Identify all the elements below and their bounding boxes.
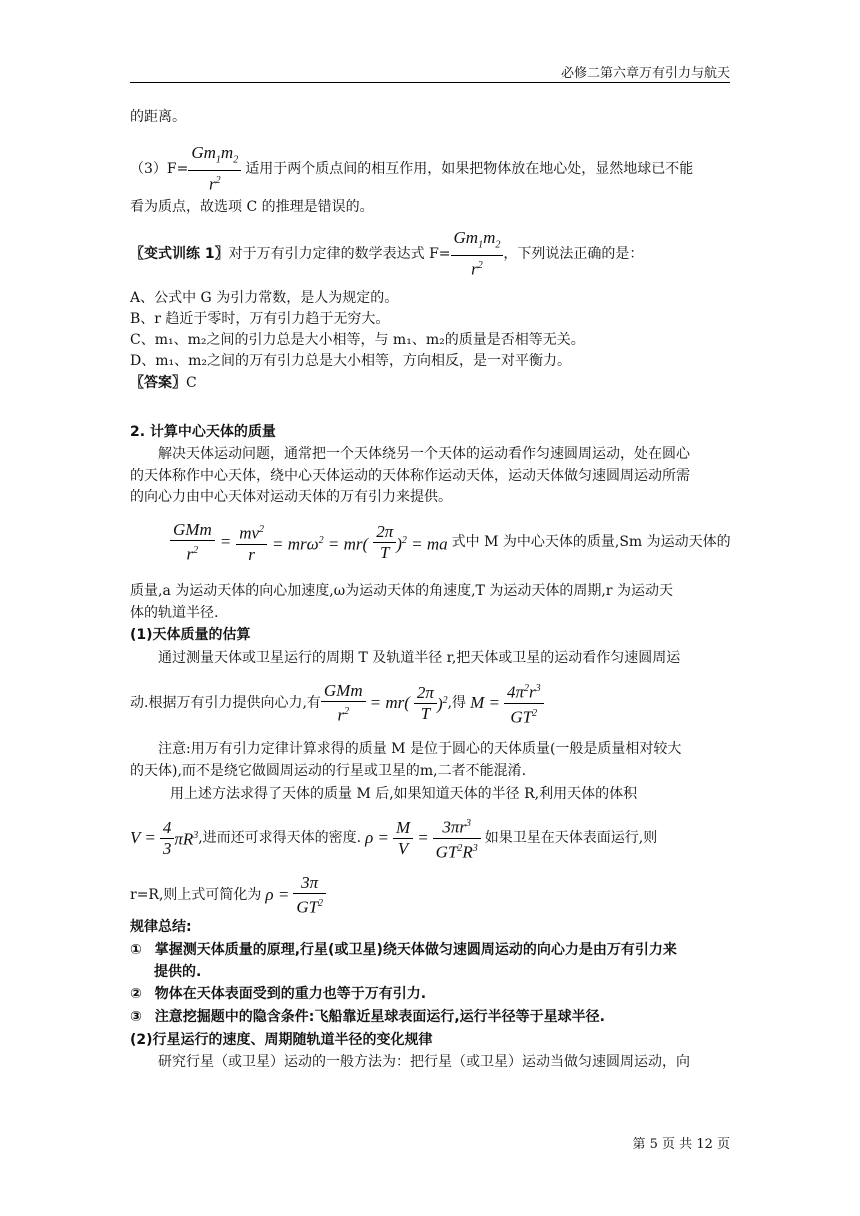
mass-equation-line: 动.根据万有引力提供向心力,有 $\frac{\text{GMm}}{r^2}$ = mr( $\frac{2\pi}{T}$ )$^2$ ,得 M = $\frac{4\pi^2r^3}{GT^2}$ [130, 679, 544, 727]
option-c: C、m₁、m₂之间的引力总是大小相等，与 m₁、m₂的质量是否相等无关。 [130, 332, 585, 348]
paragraph-line: 体的轨道半径. [130, 605, 219, 621]
answer-label: 〖答案〗 [130, 375, 186, 391]
formula-gravity: $\frac{\text{GMm}}{r^2}$ [170, 520, 215, 565]
variant-question [130, 228, 643, 280]
summary-item-text: 掌握测天体质量的原理,行星(或卫星)绕天体做匀速圆周运动的向心力是由万有引力来 [154, 942, 677, 958]
summary-item-text: 注意挖掘题中的隐含条件:飞船靠近星球表面运行,运行半径等于星球半径. [154, 1009, 605, 1025]
formula-volume: $\frac{4}{3}$ [160, 818, 175, 859]
page-header-title: 必修二第六章万有引力与航天 [560, 66, 730, 81]
item3-suffix: 适用于两个质点间的相互作用，如果把物体放在地心处，显然地球已不能 [245, 161, 694, 178]
formula-gravity: $\frac{\text{GMm}}{r^2}$ [321, 681, 366, 726]
paragraph-line: 解决天体运动问题，通常把一个天体绕另一个天体的运动看作匀速圆周运动，处在圆心 [158, 446, 690, 462]
item3-line [130, 143, 693, 195]
item3-continuation: 看为质点，故选项 C 的推理是错误的。 [130, 199, 374, 215]
formula-simplified-density: $\frac{3\pi}{GT^2}$ [293, 873, 326, 918]
subsection-2-heading: (2)行星运行的速度、周期随轨道半径的变化规律 [130, 1032, 433, 1048]
paragraph-line: 通过测量天体或卫星运行的周期 T 及轨道半径 r,把天体或卫星的运动看作匀速圆周运 [158, 650, 681, 666]
summary-item-3 [130, 1007, 605, 1027]
paragraph-line: 的天体称作中心天体，绕中心天体运动的天体称作运动天体，运动天体做匀速圆周运动所需 [130, 468, 690, 484]
variant-text: 对于万有引力定律的数学表达式 F= [228, 246, 451, 263]
summary-item-number: ② [130, 986, 142, 1002]
density-mid: ,进而还可求得天体的密度. [198, 830, 362, 847]
formula-density: $\frac{3\pi r^3}{GT^2R^3}$ [433, 814, 481, 862]
variant-label: 〖变式训练 1〗 [130, 246, 229, 263]
summary-item-number: ③ [130, 1009, 142, 1025]
section-2-heading: 2. 计算中心天体的质量 [130, 424, 276, 440]
header-divider [130, 82, 730, 83]
density-tail: 如果卫星在天体表面运行,则 [484, 830, 658, 847]
simplified-density-line: r=R,则上式可简化为 ρ = $\frac{3\pi}{GT^2}$ [130, 873, 326, 918]
variant-tail: ，下列说法正确的是： [503, 246, 644, 263]
mass-equation-mid: ,得 [447, 695, 467, 712]
text-line: 的距离。 [130, 109, 186, 125]
simplified-prefix: r=R,则上式可简化为 [130, 887, 262, 904]
paragraph-line: 研究行星（或卫星）运动的一般方法为：把行星（或卫星）运动当做匀速圆周运动，向 [158, 1054, 690, 1070]
page-number: 第 5 页 共 12 页 [632, 1137, 730, 1152]
paragraph-line: 质量,a 为运动天体的向心加速度,ω为运动天体的角速度,T 为运动天体的周期,r 为运动天 [130, 583, 673, 599]
summary-item-2 [130, 984, 426, 1004]
summary-item-1 [130, 940, 677, 960]
density-equation-line: V = $\frac{4}{3}$ $\pi R^3$ ,进而还可求得天体的密度. ρ = $\frac{M}{V}$ = $\frac{3\pi r^3}{GT^2R^3}$ 如果卫星在天体表面运行,则 [130, 814, 657, 862]
answer-value: C [186, 375, 197, 391]
summary-item-1-continuation: 提供的. [154, 964, 202, 980]
summary-item-number: ① [130, 942, 142, 958]
mass-equation-prefix: 动.根据万有引力提供向心力,有 [130, 695, 321, 712]
formula-mass: $\frac{4\pi^2r^3}{GT^2}$ [504, 679, 544, 727]
gravity-formula: $\frac{Gm_1m_2}{r^2}$ [188, 143, 241, 195]
equation-1-description: 式中 M 为中心天体的质量,Sm 为运动天体的 [451, 534, 731, 551]
summary-heading: 规律总结: [130, 919, 192, 935]
note-line: 注意:用万有引力定律计算求得的质量 M 是位于圆心的天体质量(一般是质量相对较大 [158, 741, 682, 757]
option-d: D、m₁、m₂之间的万有引力总是大小相等，方向相反，是一对平衡力。 [130, 353, 571, 369]
equation-line-1: $\frac{\text{GMm}}{r^2}$ = $\frac{mv^2}{r}$ = mrω$^2$ = mr( $\frac{2\pi}{T}$ )$^2$ = ma 式中 M 为中心天体的质量,Sm 为运动天体的 [170, 520, 731, 565]
gravity-formula: $\frac{Gm_1m_2}{r^2}$ [451, 228, 504, 280]
formula-period: $\frac{2\pi}{T}$ [373, 522, 396, 563]
summary-item-text: 物体在天体表面受到的重力也等于万有引力. [154, 986, 427, 1002]
formula-centripetal-v: $\frac{mv^2}{r}$ [236, 520, 267, 565]
formula-density-ratio: $\frac{M}{V}$ [393, 818, 413, 859]
item3-prefix: （3）F= [130, 161, 189, 178]
answer-line [130, 373, 197, 393]
note-line: 的天体),而不是绕它做圆周运动的行星或卫星的m,二者不能混淆. [130, 763, 527, 779]
subsection-1-heading: (1)天体质量的估算 [130, 627, 251, 643]
paragraph-line: 用上述方法求得了天体的质量 M 后,如果知道天体的半径 R,利用天体的体积 [170, 786, 638, 802]
option-a: A、公式中 G 为引力常数，是人为规定的。 [130, 290, 399, 306]
paragraph-line: 的向心力由中心天体对运动天体的万有引力来提供。 [130, 489, 452, 505]
formula-period: $\frac{2\pi}{T}$ [414, 683, 437, 724]
option-b: B、r 趋近于零时，万有引力趋于无穷大。 [130, 311, 390, 327]
